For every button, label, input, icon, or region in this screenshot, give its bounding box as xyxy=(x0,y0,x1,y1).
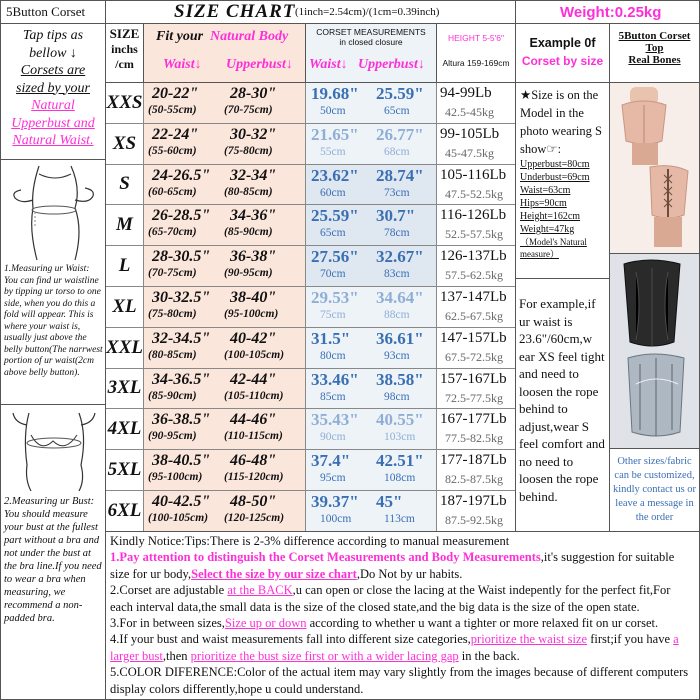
corset-waist-cm: 75cm xyxy=(320,309,346,321)
height-cm-label: Altura 159-169cm xyxy=(442,58,510,68)
height-label: HEIGHT 5-5'6" xyxy=(448,33,504,43)
corset-upperbust-header: Upperbust↓ xyxy=(358,57,425,72)
note-1-link: Select the size by our size chart xyxy=(191,566,357,581)
weight-range-cell xyxy=(437,205,516,245)
waist-inches: 32-34.5" xyxy=(152,329,211,347)
corset-upperbust-cm: 103cm xyxy=(384,431,416,444)
corset-upperbust-cm: 68cm xyxy=(384,145,410,158)
body-measurement-cell xyxy=(144,409,306,449)
note-4-a: 4.If your bust and waist measurements fall into different size categories, xyxy=(110,632,471,647)
upperbust-cm: (90-95cm) xyxy=(224,267,273,280)
corset-measurement-cell xyxy=(306,205,437,245)
corset-measurement-cell xyxy=(306,246,437,286)
corset-upperbust-cm: 93cm xyxy=(384,349,410,362)
size-label: 4XL xyxy=(106,409,144,449)
size-row xyxy=(106,124,516,165)
corset-measurement-cell xyxy=(306,409,437,449)
upperbust-cm: (80-85cm) xyxy=(224,185,273,198)
note-2 xyxy=(110,582,696,615)
product-header xyxy=(609,23,700,83)
weight-range-cell xyxy=(437,369,516,409)
corset-waist-cm: 95cm xyxy=(320,472,346,485)
body-measurement-cell xyxy=(144,83,306,123)
waist-inches: 26-28.5" xyxy=(152,207,211,225)
weight-lb: 167-177Lb xyxy=(440,411,507,428)
black-corset-image xyxy=(610,254,699,448)
corset-upperbust-cm: 88cm xyxy=(384,309,410,321)
model-intro: ★Size is on the Model in the photo wearing S show☞: xyxy=(520,88,602,156)
waist-cm: (80-85cm) xyxy=(148,348,197,361)
upperbust-inches: 46-48" xyxy=(230,452,277,470)
note-5: 5.COLOR DIFERENCE:Color of the actual item may vary slightly from the images because of different computers display colors differently,hope u could understand. xyxy=(110,665,689,696)
bust-tip-box xyxy=(0,404,106,700)
corset-waist-cm: 50cm xyxy=(320,105,346,117)
waist-cm: (55-60cm) xyxy=(148,144,197,157)
weight-lb: 105-116Lb xyxy=(440,166,507,183)
upperbust-cm: (115-120cm) xyxy=(224,471,284,484)
natural-body-label: Natural Body xyxy=(210,29,289,44)
weight-lb: 187-197Lb xyxy=(440,493,507,509)
model-underbust: Underbust=69cm xyxy=(520,172,590,183)
waist-cm: (65-70cm) xyxy=(148,226,197,239)
waist-inches: 38-40.5" xyxy=(152,452,211,470)
upperbust-inches: 36-38" xyxy=(230,248,277,266)
weight-lb: 126-137Lb xyxy=(440,248,507,265)
corset-by-size-label: Corset by size xyxy=(521,54,604,68)
note-4-c: first;if you have xyxy=(587,632,674,647)
weight-lb: 94-99Lb xyxy=(440,85,492,101)
corset-upperbust-inches: 25.59" xyxy=(376,84,424,103)
corset-waist-cm: 100cm xyxy=(320,513,352,525)
note-4-e: ,then xyxy=(162,648,191,663)
corset-waist-inches: 25.59" xyxy=(311,206,359,226)
fit-your-label: Fit your xyxy=(156,29,204,44)
weight-kg: 62.5-67.5kg xyxy=(445,309,503,323)
note-3-highlight: Size up or down xyxy=(224,616,307,631)
corset-waist-cm: 60cm xyxy=(320,186,346,199)
corset-waist-cm: 70cm xyxy=(320,268,346,281)
body-measurement-cell xyxy=(144,165,306,205)
corset-measurement-cell xyxy=(306,83,437,123)
corset-upperbust-inches: 32.67" xyxy=(376,247,424,267)
weight-kg: 87.5-92.5kg xyxy=(445,513,503,527)
example-text: For example,if ur waist is 23.6"/60cm,w ear XS feel tight and need to loosen the rope behind to adjust,wear S feel comfort and no need to loosen the rope behind. xyxy=(519,296,605,504)
weight-kg: 57.5-62.5kg xyxy=(445,268,503,283)
body-measurement-cell xyxy=(144,205,306,245)
size-label: S xyxy=(106,165,144,205)
product-image-pink xyxy=(609,82,700,254)
waist-cm: (85-90cm) xyxy=(148,389,197,402)
corset-waist-inches: 19.68" xyxy=(311,84,359,103)
weight-lb: 157-167Lb xyxy=(440,370,507,387)
corset-waist-inches: 33.46" xyxy=(311,369,359,389)
upperbust-inches: 28-30" xyxy=(230,85,277,102)
intro-line: bellow ↓ xyxy=(29,45,77,61)
corset-waist-cm: 85cm xyxy=(320,390,346,403)
size-row xyxy=(106,165,516,206)
size-header-label: SIZE xyxy=(109,26,140,41)
waist-cm: (75-80cm) xyxy=(148,308,197,320)
size-label: 6XL xyxy=(106,491,144,531)
size-header-inchs: inchs xyxy=(111,42,138,56)
corset-measurement-cell xyxy=(306,491,437,531)
size-label: XXS xyxy=(106,83,144,123)
upperbust-inches: 32-34" xyxy=(230,166,277,184)
upperbust-cm: (95-100cm) xyxy=(224,308,279,320)
weight-range-cell xyxy=(437,491,516,531)
corset-measurement-cell xyxy=(306,124,437,164)
title-units: (1inch=2.54cm)/(1cm=0.39inch) xyxy=(295,6,440,18)
waist-cm: (70-75cm) xyxy=(148,267,197,280)
body-measurement-cell xyxy=(144,328,306,368)
weight-kg: 45-47.5kg xyxy=(445,145,494,160)
corset-waist-cm: 55cm xyxy=(320,145,346,158)
corset-waist-inches: 31.5" xyxy=(311,328,351,348)
intro-line: Upperbust and xyxy=(11,115,95,131)
body-measurement-cell xyxy=(144,491,306,531)
corset-waist-inches: 27.56" xyxy=(311,247,359,267)
corset-upperbust-cm: 113cm xyxy=(384,513,415,525)
size-row xyxy=(106,328,516,369)
product-subtitle-2: Real Bones xyxy=(628,54,681,66)
waist-measure-illustration xyxy=(1,160,105,264)
upperbust-cm: (75-80cm) xyxy=(224,144,273,157)
note-1-text: ,it's suggestion for suitable size for ur body, xyxy=(110,550,675,581)
body-measurement-cell xyxy=(144,124,306,164)
upperbust-inches: 40-42" xyxy=(230,329,277,347)
size-label: 5XL xyxy=(106,450,144,490)
waist-tip-box xyxy=(0,159,106,405)
product-image-black xyxy=(609,253,700,449)
note-1-highlight: Corset Measurements and Body Measurements xyxy=(288,550,541,565)
bust-measure-illustration xyxy=(1,405,105,493)
upperbust-inches: 48-50" xyxy=(230,493,277,510)
note-2-text: ,u can open or close the lacing at the Waist indepently for the perfect fit,For each interval data,the small data is the size of the closed state,and the big data is the size of the open state. xyxy=(110,583,671,614)
notice-line: Kindly Notice:Tips:There is 2-3% difference according to manual measurement xyxy=(110,534,510,548)
product-subtitle: Top xyxy=(645,42,664,54)
weight-range-cell xyxy=(437,409,516,449)
size-row xyxy=(106,450,516,491)
example-header xyxy=(515,23,610,83)
size-header-cm: /cm xyxy=(115,57,134,71)
weight-kg: 67.5-72.5kg xyxy=(445,349,503,364)
weight-label: Weight:0.25kg xyxy=(560,4,662,21)
size-row xyxy=(106,246,516,287)
corset-measurement-cell xyxy=(306,165,437,205)
corset-waist-inches: 37.4" xyxy=(311,451,351,471)
body-measurement-cell xyxy=(144,450,306,490)
custom-note: Other sizes/fabric can be customized, kindly contact us or leave a message in the order xyxy=(612,456,697,523)
weight-kg: 77.5-82.5kg xyxy=(445,431,503,446)
waist-inches: 22-24" xyxy=(152,125,199,143)
corset-upperbust-cm: 98cm xyxy=(384,390,410,403)
model-waist: Waist=63cm xyxy=(520,185,571,196)
corset-upperbust-inches: 38.58" xyxy=(376,369,424,389)
weight-range-cell xyxy=(437,83,516,123)
intro-line: Natural Waist. xyxy=(12,133,94,148)
waist-cm: (60-65cm) xyxy=(148,185,197,198)
corset-upperbust-inches: 28.74" xyxy=(376,165,424,185)
note-4-g: in the back. xyxy=(458,648,520,663)
model-natural: （Model's Natural measure） xyxy=(520,237,587,259)
model-height: Height=162cm xyxy=(520,211,581,222)
corset-measurements-label: CORSET MEASUREMENTS xyxy=(316,27,426,37)
upperbust-cm: (70-75cm) xyxy=(224,104,273,116)
weight-kg: 47.5-52.5kg xyxy=(445,186,503,201)
weight-range-cell xyxy=(437,450,516,490)
waist-cm: (90-95cm) xyxy=(148,430,197,443)
corset-upperbust-inches: 40.55" xyxy=(376,410,424,430)
corset-measurement-cell xyxy=(306,369,437,409)
example-of-label: Example 0f xyxy=(529,36,596,50)
corset-upperbust-inches: 45" xyxy=(376,492,403,511)
note-2-prefix: 2.Corset are adjustable xyxy=(110,583,228,598)
waist-inches: 28-30.5" xyxy=(152,248,211,266)
size-row xyxy=(106,491,516,532)
corset-waist-inches: 39.37" xyxy=(311,492,359,511)
note-4-f: prioritize the bust size first or with a wider lacing gap xyxy=(190,648,459,663)
size-header xyxy=(105,23,144,83)
corset-upperbust-cm: 73cm xyxy=(384,186,410,199)
weight-kg: 82.5-87.5kg xyxy=(445,472,503,487)
corset-waist-cm: 90cm xyxy=(320,431,346,444)
corset-upperbust-inches: 30.7" xyxy=(376,206,416,226)
waist-cm: (100-105cm) xyxy=(148,512,209,524)
weight-range-cell xyxy=(437,287,516,327)
corset-upperbust-inches: 34.64" xyxy=(376,288,424,307)
product-title: 5Button Corset xyxy=(618,30,691,42)
corset-waist-inches: 35.43" xyxy=(311,410,359,430)
corset-upperbust-cm: 108cm xyxy=(384,472,416,485)
weight-lb: 177-187Lb xyxy=(440,452,507,469)
corset-waist-cm: 65cm xyxy=(320,227,346,240)
weight-lb: 99-105Lb xyxy=(440,125,500,142)
model-hips: Hips=90cm xyxy=(520,198,567,209)
corset-waist-inches: 21.65" xyxy=(311,124,359,144)
waist-inches: 40-42.5" xyxy=(152,493,211,510)
waist-inches: 20-22" xyxy=(152,85,199,102)
height-header xyxy=(436,23,516,83)
corset-header xyxy=(305,23,437,83)
weight-range-cell xyxy=(437,328,516,368)
size-label: XL xyxy=(106,287,144,327)
model-upperbust: Upperbust=80cm xyxy=(520,159,590,170)
note-3-prefix: 3.For in between sizes, xyxy=(110,616,225,631)
size-row xyxy=(106,409,516,450)
waist-cm: (95-100cm) xyxy=(148,471,203,484)
title-cell xyxy=(105,0,516,24)
upperbust-inches: 30-32" xyxy=(230,125,277,143)
weight-lb: 147-157Lb xyxy=(440,329,507,346)
weight-range-cell xyxy=(437,165,516,205)
corset-waist-cm: 80cm xyxy=(320,349,346,362)
weight-lb: 116-126Lb xyxy=(440,207,507,224)
waist-inches: 30-32.5" xyxy=(152,289,211,306)
size-label: 3XL xyxy=(106,369,144,409)
upperbust-inches: 34-36" xyxy=(230,207,277,225)
pink-corset-image xyxy=(610,83,699,253)
corset-waist-inches: 23.62" xyxy=(311,165,359,185)
note-4-b: prioritize the waist size xyxy=(470,632,588,647)
intro-line: Natural xyxy=(31,98,75,113)
model-weight: Weight=47kg xyxy=(520,224,575,235)
size-label: M xyxy=(106,205,144,245)
waist-inches: 34-36.5" xyxy=(152,370,211,388)
waist-cm: (50-55cm) xyxy=(148,104,197,116)
brand-cell xyxy=(0,0,106,24)
intro-line: sized by your xyxy=(16,80,90,96)
custom-note-box xyxy=(609,448,700,532)
note-3-text: according to whether u want a tighter or more relaxed fit on ur corset. xyxy=(306,616,659,631)
body-measurement-cell xyxy=(144,369,306,409)
upperbust-cm: (105-110cm) xyxy=(224,389,284,402)
corset-waist-header: Waist↓ xyxy=(309,57,348,72)
intro-line: Tap tips as xyxy=(22,28,84,43)
note-1 xyxy=(110,549,696,582)
note-3 xyxy=(110,615,696,631)
corset-measurement-cell xyxy=(306,450,437,490)
corset-upperbust-cm: 83cm xyxy=(384,268,410,281)
weight-range-cell xyxy=(437,246,516,286)
corset-upperbust-inches: 42.51" xyxy=(376,451,424,471)
brand-label: 5Button Corset xyxy=(6,4,86,19)
weight-lb: 137-147Lb xyxy=(440,289,507,305)
note-2-highlight: at the BACK xyxy=(227,583,293,598)
corset-upperbust-cm: 78cm xyxy=(384,227,410,240)
example-text-box xyxy=(515,278,610,532)
upperbust-inches: 44-46" xyxy=(230,411,277,429)
weight-kg: 52.5-57.5kg xyxy=(445,227,503,242)
corset-upperbust-cm: 65cm xyxy=(384,105,410,117)
waist-inches: 36-38.5" xyxy=(152,411,211,429)
upperbust-cm: (120-125cm) xyxy=(224,512,285,524)
upperbust-inches: 42-44" xyxy=(230,370,277,388)
page-title: SIZE CHART xyxy=(174,1,296,22)
body-header xyxy=(143,23,306,83)
size-row xyxy=(106,205,516,246)
size-label: L xyxy=(106,246,144,286)
corset-measurement-cell xyxy=(306,287,437,327)
note-1-end: ,Do Not by ur habits. xyxy=(356,566,463,581)
weight-kg: 42.5-45kg xyxy=(445,105,494,119)
size-row xyxy=(106,287,516,328)
note-1-prefix: 1.Pay attention to distinguish the xyxy=(110,550,289,565)
size-label: XXL xyxy=(106,328,144,368)
size-row xyxy=(106,83,516,124)
intro-line: Corsets are xyxy=(20,63,86,78)
body-measurement-cell xyxy=(144,246,306,286)
weight-kg: 72.5-77.5kg xyxy=(445,390,503,405)
corset-waist-inches: 29.53" xyxy=(311,288,359,307)
corset-measurement-cell xyxy=(306,328,437,368)
notes-box xyxy=(105,531,700,700)
upperbust-cm: (110-115cm) xyxy=(224,430,283,443)
corset-upperbust-inches: 36.61" xyxy=(376,328,424,348)
waist-header: Waist↓ xyxy=(163,57,202,72)
model-info-box xyxy=(515,82,610,279)
upperbust-header: Upperbust↓ xyxy=(226,57,293,72)
size-label: XS xyxy=(106,124,144,164)
body-measurement-cell xyxy=(144,287,306,327)
note-4 xyxy=(110,631,696,664)
upperbust-inches: 38-40" xyxy=(230,289,277,306)
note-4-d: a larger bust xyxy=(110,632,679,663)
left-intro xyxy=(0,23,106,160)
corset-upperbust-inches: 26.77" xyxy=(376,124,424,144)
bust-tip-text: 2.Measuring ur Bust: You should measure your bust at the fullest part without a bra and not under the bust at the bra line.If you need to wear a bra when measuring, we recommend a non-padded bra. xyxy=(4,496,102,624)
waist-tip-text: 1.Measuring ur Waist: You can find ur waistline by tipping ur torso to one side, when you do this a fold will appear. This is where your waist is, usually just above the belly button(The narrwest portion of ur waist(2cm above belly button). xyxy=(4,264,103,378)
waist-inches: 24-26.5" xyxy=(152,166,211,184)
upperbust-cm: (100-105cm) xyxy=(224,348,285,361)
weight-cell xyxy=(515,0,700,24)
size-row xyxy=(106,369,516,410)
closed-closure-label: in closed closure xyxy=(339,37,403,47)
upperbust-cm: (85-90cm) xyxy=(224,226,273,239)
weight-range-cell xyxy=(437,124,516,164)
